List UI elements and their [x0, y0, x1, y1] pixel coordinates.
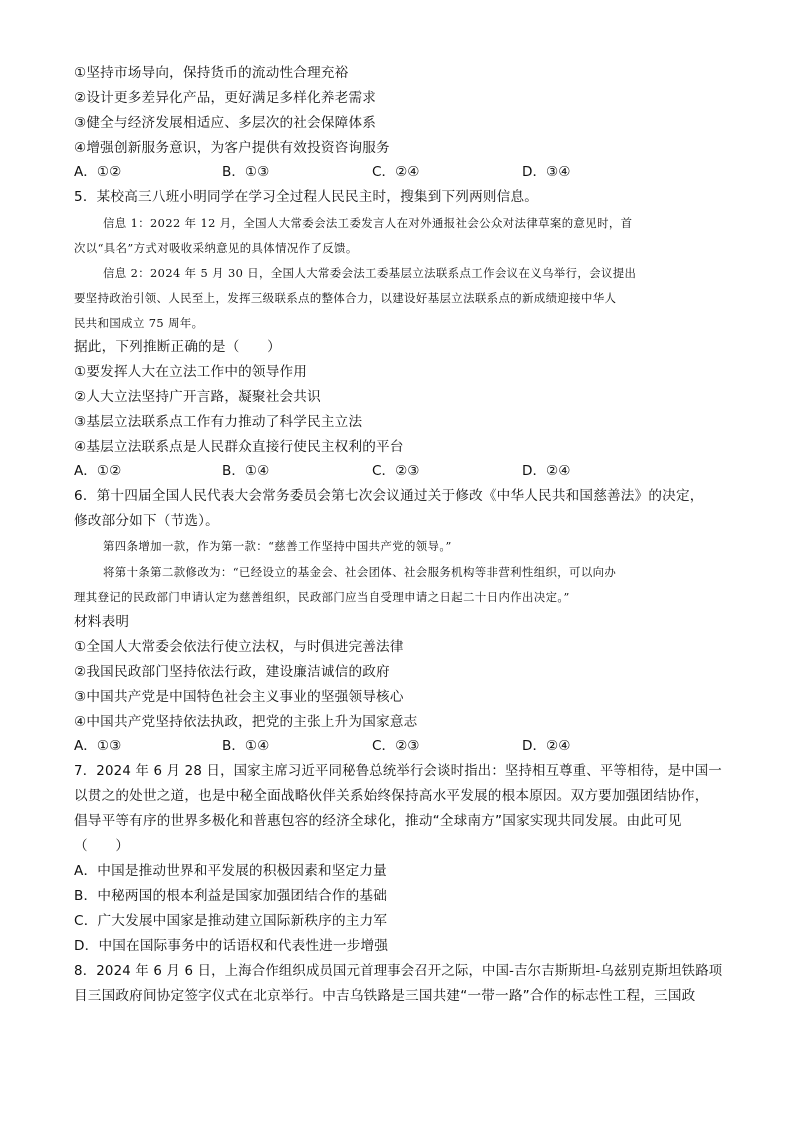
q5-item-3: ③基层立法联系点工作有力推动了科学民主立法 [74, 414, 363, 430]
q5-options [74, 461, 734, 481]
q6-option-a[interactable]: A．①③ [74, 738, 122, 754]
q6-item-2: ②我国民政部门坚持依法行政，建设廉洁诚信的政府 [74, 664, 390, 680]
q6-prompt: 材料表明 [74, 614, 130, 630]
q5-stem: 5．某校高三八班小明同学在学习全过程人民民主时，搜集到下列两则信息。 [74, 189, 539, 205]
q6-item-3: ③中国共产党是中国特色社会主义事业的坚强领导核心 [74, 689, 404, 705]
q7-choice-c[interactable]: C．广大发展中国家是推动建立国际新秩序的主力军 [74, 913, 388, 929]
q4-item-3: ③健全与经济发展相适应、多层次的社会保障体系 [74, 115, 377, 131]
q6-options [74, 736, 734, 756]
q8-stem-line: 8．2024 年 6 月 6 日，上海合作组织成员国元首理事会召开之际，中国-吉尔吉斯斯坦-乌兹别克斯坦铁路项 [74, 963, 723, 979]
q5-material-line: 信息 2：2024 年 5 月 30 日，全国人大常委会法工委基层立法联系点工作会议在义乌举行，会议提出 [103, 266, 637, 280]
q4-item-2: ②设计更多差异化产品，更好满足多样化养老需求 [74, 90, 377, 106]
q4-options [74, 162, 734, 182]
q8-stem-line: 目三国政府间协定签字仪式在北京举行。中吉乌铁路是三国共建“一带一路”合作的标志性工程，三国政 [74, 988, 696, 1004]
q6-option-c[interactable]: C．②③ [372, 738, 420, 754]
q5-option-c[interactable]: C．②③ [372, 463, 420, 479]
q5-item-4: ④基层立法联系点是人民群众直接行使民主权利的平台 [74, 439, 404, 455]
q6-item-4: ④中国共产党坚持依法执政，把党的主张上升为国家意志 [74, 714, 418, 730]
q7-stem-line: 倡导平等有序的世界多极化和普惠包容的经济全球化，推动“全球南方”国家实现共同发展。由此可见 [74, 813, 682, 829]
q7-choice-b[interactable]: B．中秘两国的根本利益是国家加强团结合作的基础 [74, 888, 387, 904]
q5-material-line: 次以“具名”方式对吸收采纳意见的具体情况作了反馈。 [74, 241, 358, 255]
q6-option-b[interactable]: B．①④ [222, 738, 270, 754]
q5-item-2: ②人大立法坚持广开言路，凝聚社会共识 [74, 389, 321, 405]
q4-item-1: ①坚持市场导向，保持货币的流动性合理充裕 [74, 65, 349, 81]
q6-stem-line: 6．第十四届全国人民代表大会常务委员会第七次会议通过关于修改《中华人民共和国慈善法》的决定， [74, 488, 704, 504]
q5-item-1: ①要发挥人大在立法工作中的领导作用 [74, 364, 308, 380]
q6-option-d[interactable]: D．②④ [522, 738, 571, 754]
q6-material-line: 理其登记的民政部门申请认定为慈善组织，民政部门应当自受理申请之日起二十日内作出决定。” [74, 590, 570, 604]
q5-option-d[interactable]: D．②④ [522, 463, 571, 479]
q6-stem-line: 修改部分如下（节选）。 [74, 513, 219, 529]
q4-item-4: ④增强创新服务意识，为客户提供有效投资咨询服务 [74, 140, 390, 156]
q5-material-line: 要坚持政治引领、人民至上，发挥三级联系点的整体合力，以建设好基层立法联系点的新成绩迎接中华人 [74, 291, 617, 305]
q7-stem-line: 以贯之的处世之道，也是中秘全面战略伙伴关系始终保持高水平发展的根本原因。双方要加强团结协作， [74, 788, 709, 804]
q4-option-b[interactable]: B．①③ [222, 164, 270, 180]
q4-option-d[interactable]: D．③④ [522, 164, 571, 180]
q6-material-line: 第四条增加一款，作为第一款：“慈善工作坚持中国共产党的领导。” [103, 539, 452, 553]
q4-option-a[interactable]: A．①② [74, 164, 122, 180]
q4-option-c[interactable]: C．②④ [372, 164, 420, 180]
q5-option-b[interactable]: B．①④ [222, 463, 270, 479]
q7-choice-a[interactable]: A．中国是推动世界和平发展的积极因素和坚定力量 [74, 863, 387, 879]
q5-material-line: 信息 1：2022 年 12 月，全国人大常委会法工委发言人在对外通报社会公众对法律草案的意见时，首 [103, 216, 633, 230]
q7-choice-d[interactable]: D．中国在国际事务中的话语权和代表性进一步增强 [74, 938, 389, 954]
q5-material-line: 民共和国成立 75 周年。 [74, 316, 204, 330]
q6-item-1: ①全国人大常委会依法行使立法权，与时俱进完善法律 [74, 639, 404, 655]
q7-stem-line: 7．2024 年 6 月 28 日，国家主席习近平同秘鲁总统举行会谈时指出：坚持相互尊重、平等相待，是中国一 [74, 763, 722, 779]
q7-stem-line: （ ） [74, 838, 130, 854]
q5-option-a[interactable]: A．①② [74, 463, 122, 479]
q5-prompt: 据此，下列推断正确的是（ ） [74, 339, 281, 355]
q6-material-line: 将第十条第二款修改为：“已经设立的基金会、社会团体、社会服务机构等非营利性组织，可以向办 [103, 565, 617, 579]
